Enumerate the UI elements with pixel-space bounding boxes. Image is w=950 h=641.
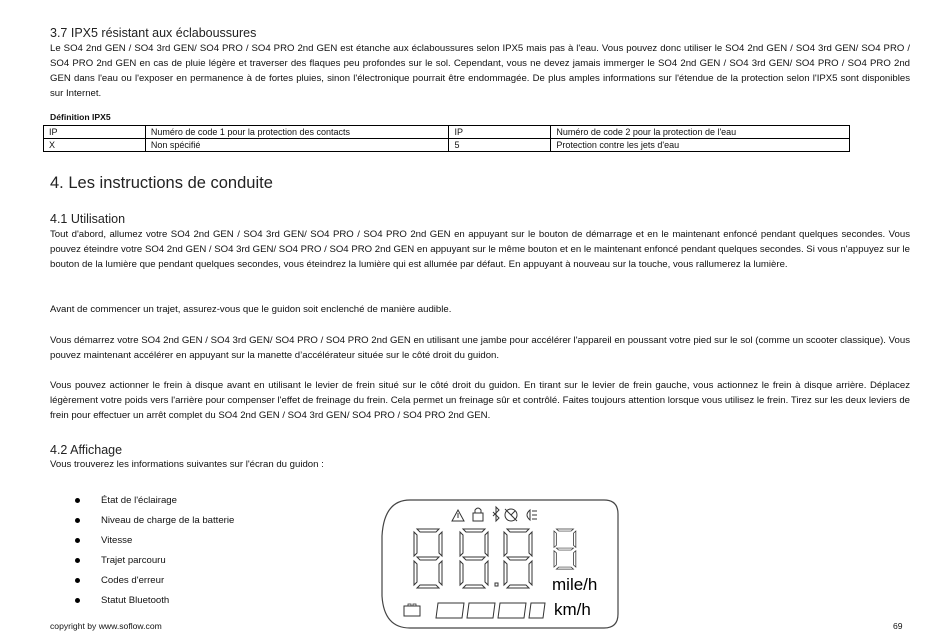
display-info-list — [50, 491, 234, 611]
warning-icon — [452, 510, 464, 521]
table-cell: Numéro de code 2 pour la protection de l'eau — [551, 126, 850, 139]
list-item: Vitesse — [50, 531, 234, 551]
table-cell: IP — [44, 126, 146, 139]
table-cell: X — [44, 139, 146, 152]
section-4-1-heading: 4.1 Utilisation — [50, 212, 126, 226]
digit-segment — [460, 529, 488, 588]
page-number: 69 — [893, 621, 903, 631]
ipx5-definition-label: Définition IPX5 — [50, 112, 111, 122]
section-4-2-heading: 4.2 Affichage — [50, 443, 123, 457]
section-4-2-intro: Vous trouverez les informations suivantes sur l'écran du guidon : — [50, 459, 324, 470]
headlight-icon — [527, 510, 537, 520]
battery-level-bars — [436, 603, 545, 618]
section-4-1-paragraph-3: Vous démarrez votre SO4 2nd GEN / SO4 3rd GEN/ SO4 PRO / SO4 PRO 2nd GEN en utilisant une jambe pour accélérer l'appareil en poussant votre pied sur le sol (comme un scooter classique). Vous pouvez maintenant accélérer en appuyant sur la manette d’accélérateur située sur le côté droit du guidon. — [50, 335, 910, 361]
list-item: État de l'éclairage — [50, 491, 234, 511]
speedometer-icon — [505, 509, 517, 521]
handlebar-display-illustration — [380, 496, 620, 636]
section-3-7-paragraph: Le SO4 2nd GEN / SO4 3rd GEN/ SO4 PRO / SO4 PRO 2nd GEN est étanche aux éclaboussures selon IPX5 mais pas à l'eau. Vous pouvez donc utiliser le SO4 2nd GEN / SO4 3rd GEN/ SO4 PRO / SO4 PRO 2nd GEN en cas de pluie légère et traverser des flaques peu profondes sur le sol. Cependant, vous ne devez jamais immerger le SO4 2nd GEN / SO4 3rd GEN/ SO4 PRO / SO4 PRO 2nd GEN dans l'eau ou l'exposer en permanence à de fortes pluies, sinon l'électronique pourrait être endommagée. De plus amples informations sur l'étendue de la protection selon l'IPX5 sont disponibles sur Internet. — [50, 43, 910, 99]
unit-kmh: km/h — [554, 600, 591, 619]
list-item: Trajet parcouru — [50, 551, 234, 571]
table-cell: IP — [449, 126, 551, 139]
table-row — [44, 139, 850, 152]
bluetooth-icon — [493, 507, 499, 521]
section-4-heading: 4. Les instructions de conduite — [50, 174, 273, 192]
list-item: Codes d'erreur — [50, 571, 234, 591]
unit-mph: mile/h — [552, 575, 598, 594]
table-cell: Non spécifié — [145, 139, 449, 152]
digit-segment — [414, 529, 442, 588]
section-3-7-heading: 3.7 IPX5 résistant aux éclaboussures — [50, 26, 257, 40]
table-cell: Protection contre les jets d'eau — [551, 139, 850, 152]
table-cell: Numéro de code 1 pour la protection des contacts — [145, 126, 449, 139]
digit-segment — [504, 529, 532, 588]
table-row — [44, 126, 850, 139]
section-4-1-paragraph-4: Vous pouvez actionner le frein à disque avant en utilisant le levier de frein situé sur le côté droit du guidon. En tirant sur le levier de frein gauche, vous actionnez le frein à disque arrière. Déplacez légèrement votre poids vers l'arrière pour compenser l'effet de freinage du frein. Cela permet un freinage sûr et contrôlé. Faites toujours attention lorsque vous utilisez le frein. Tirez sur les deux leviers de frein pour effectuer un arrêt complet du SO4 2nd GEN / SO4 3rd GEN/ SO4 PRO / SO4 PRO 2nd GEN. — [50, 380, 910, 421]
section-4-1-paragraph-1: Tout d'abord, allumez votre SO4 2nd GEN / SO4 3rd GEN/ SO4 PRO / SO4 PRO 2nd GEN en appuyant sur le bouton de démarrage et en le maintenant enfoncé pendant quelques secondes. Vous pouvez éteindre votre SO4 2nd GEN / SO4 3rd GEN/ SO4 PRO / SO4 PRO 2nd GEN en appuyant sur le même bouton et en le maintenant enfoncé pendant quelques secondes. Si vous n'appuyez sur le bouton de la lumière que pendant quelques secondes, vous éteindrez la lumière qui est allumée par défaut. En appuyant à nouveau sur la touche, vous rallumerez la lumière. — [50, 229, 910, 270]
lock-icon — [473, 508, 483, 521]
digit-segment — [554, 529, 576, 569]
table-cell: 5 — [449, 139, 551, 152]
section-4-1-paragraph-2: Avant de commencer un trajet, assurez-vous que le guidon soit enclenché de manière audible. — [50, 304, 452, 315]
footer-copyright: copyright by www.soflow.com — [50, 621, 162, 631]
ipx5-table — [43, 125, 850, 152]
battery-icon — [404, 604, 420, 616]
list-item: Statut Bluetooth — [50, 591, 234, 611]
list-item: Niveau de charge de la batterie — [50, 511, 234, 531]
